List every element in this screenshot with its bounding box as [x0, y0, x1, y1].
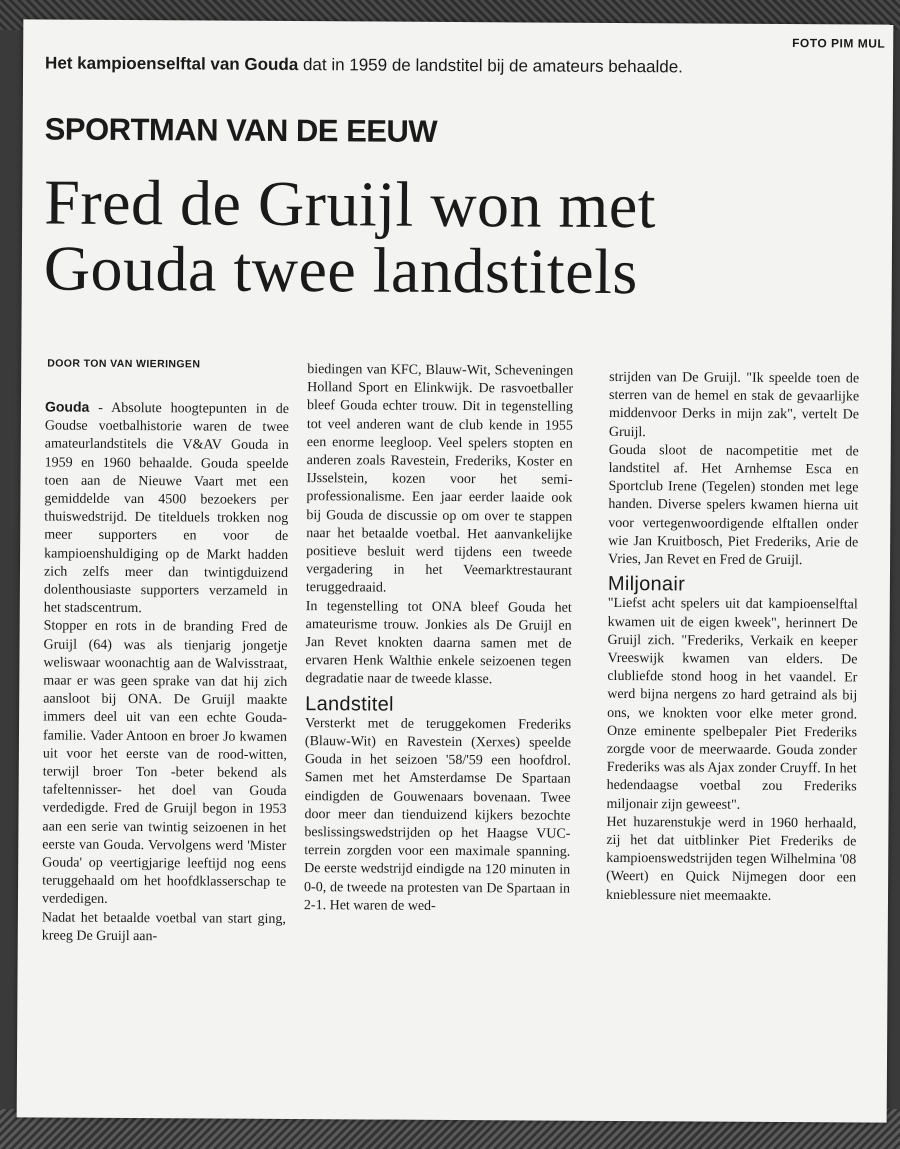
caption-text: dat in 1959 de landstitel bij de amateurs behaalde.: [298, 55, 684, 77]
paragraph: Versterkt met de teruggekomen Frederiks (Blauw-Wit) en Ravestein (Xerxes) speelde Gouda in het seizoen '58/'59 een hoofdrol. Samen met het Amsterdamse De Spartaan eindigden de Gouwenaars bovenaan. Twee door meer dan tienduizend kijkers bezochte beslissingswedstrijden op het Haagse VUC-terrein zorgden voor een maximale spanning. De eerste wedstrijd eindigde na 120 minuten in 0-0, de tweede na protesten van De Spartaan in 2-1. Het waren de wed-: [303, 715, 572, 914]
article-column-3: [606, 369, 859, 906]
paragraph: In tegenstelling tot ONA bleef Gouda het amateurisme trouw. Jonkies als De Gruijl en Jan Revet knokten daarna samen met de ervaren Henk Walthie enkele seizoenen tegen degradatie naar de tweede klasse.: [305, 598, 572, 688]
paragraph: Nadat het betaalde voetbal van start ging, kreeg De Gruijl aan-: [41, 910, 286, 945]
paragraph: Gouda - Absolute hoogtepunten in de Goudse voetbalhistorie waren de twee amateurlandstitels die V&AV Gouda in 1959 en 1960 behaalde. Gouda speelde toen aan de Nieuwe Vaart met een gemiddelde van 4500 bezoekers per thuiswedstrijd. De titelduels trokken nog meer supporters en voor de kampioenshuldiging op de Markt hadden zich zelfs meer dan twintigduizend dolenthousiaste supporters verzameld in het stadscentrum.: [43, 398, 290, 617]
section-kicker: SPORTMAN VAN DE EEUW: [44, 111, 438, 149]
subheading-miljonair: Miljonair: [607, 573, 686, 596]
article-column-2: [304, 361, 573, 917]
paragraph: biedingen van KFC, Blauw-Wit, Scheveningen Holland Sport en Elinkwijk. De rasvoetballer bleef Gouda echter trouw. Dit in tegenstelling tot veel anderen want de club kende in 1955 een enorme leegloop. Veel spelers stopten en anderen zoals Ravestein, Frederiks, Koster en IJsselstein, kozen voor het semi-professionalisme. Een jaar eerder laaide ook bij Gouda de discussie op om over te stappen naar het betaalde voetbal. Het aanvankelijke positieve besluit werd tijdens een tweede vergadering in het Veemarktrestaurant teruggedraaid.: [305, 362, 574, 597]
photo-caption: [45, 53, 885, 78]
paragraph: Gouda sloot de nacompetitie met de landstitel af. Het Arnhemse Esca en Sportclub Irene (Tegelen) stonden met lege handen. Diverse spelers kwamen hierna uit voor vertegenwoordigende elftallen onder wie Jan Kruitbosch, Piet Frederiks, Arie de Vries, Jan Revet en Fred de Gruijl.: [608, 442, 859, 569]
paragraph: Stopper en rots in de branding Fred de Gruijl (64) was als tienjarig jongetje weliswaar woonachtig aan de Walvisstraat, maar er was geen sprake van dat hij zich aansloot bij ONA. De Gruijl maakte immers deel uit van een echte Gouda-familie. Vader Antoon en broer Jo kwamen uit voor het eerste van de rood-witten, terwijl broer Ton -beter bekend als tafeltennisser- het doel van Gouda verdedigde. Fred de Gruijl begon in 1953 aan een serie van twintig seizoenen in het eerste van Gouda. Vervolgens werd 'Mister Gouda' op veertigjarige leeftijd nog eens teruggehaald om het hoofdklasserschap te verdedigen.: [41, 618, 288, 908]
subheading-landstitel: Landstitel: [305, 692, 394, 716]
headline-line-2: Gouda twee landstitels: [43, 232, 639, 308]
newspaper-clipping: [17, 19, 894, 1122]
article-column-1: [42, 397, 289, 947]
paragraph: strijden van De Gruijl. "Ik speelde toen de sterren van de hemel en stak de gevaarlijke middenvoor Derks in mijn zak", vertelt De Gruijl.: [608, 369, 860, 440]
headline: [43, 166, 885, 308]
paragraph: "Liefst acht spelers uit dat kampioenselftal kwamen uit de eigen kweek", herinnert De Gruijl zich. "Frederiks, Verkaik en keeper Vreeswijk kwamen van elders. De clubliefde stond hoog in het vaandel. Er werd bijna nergens zo hard getraind als bij ons, we knokten voor elke meter grond. Onze eminente spelbepaler Piet Frederiks zorgde voor de meerwaarde. Gouda zonder Frederiks was als Ajax zonder Cruyff. In het hedendaagse voetbal zou Frederiks miljonair zijn geweest".: [606, 596, 858, 813]
headline-line-1: Fred de Gruijl won met: [44, 166, 657, 242]
caption-bold: Het kampioenselftal van Gouda: [45, 53, 299, 75]
photo-credit: FOTO PIM MUL: [792, 36, 886, 51]
byline: DOOR TON VAN WIERINGEN: [47, 357, 201, 371]
paragraph: Het huzarenstukje werd in 1960 herhaald, zij het dat uitblinker Piet Frederiks de kampioenswedstrijden tegen Wilhelmina '08 (Weert) en Quick Nijmegen door een knieblessure niet meemaakte.: [605, 814, 857, 904]
dateline: Gouda: [44, 398, 90, 415]
